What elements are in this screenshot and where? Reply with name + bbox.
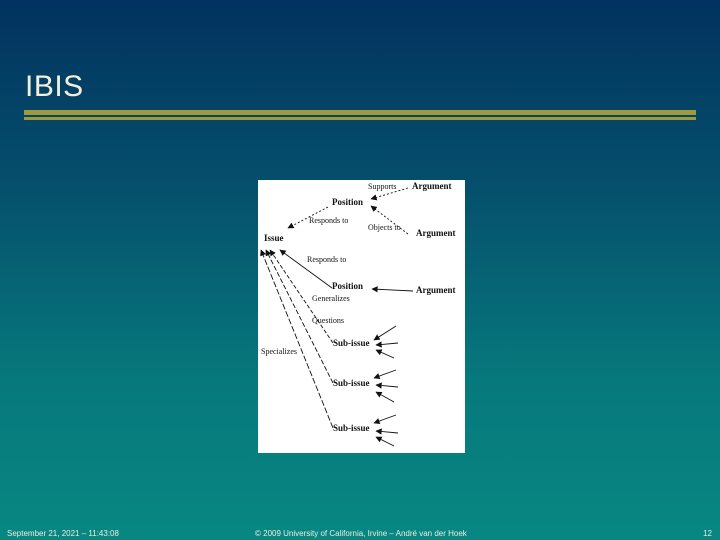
- node-issue: Issue: [264, 233, 284, 243]
- edge-position-argument-line: [372, 289, 413, 291]
- footer-date: September 21, 2021 – 11:43:08: [7, 529, 119, 538]
- subissue-1-arrow-c: [376, 350, 394, 358]
- slide-title: IBIS: [25, 70, 84, 103]
- title-underline: [24, 110, 696, 121]
- edge-label-responds-to-1: Responds to: [309, 216, 349, 225]
- node-subissue-2: Sub-issue: [333, 378, 370, 388]
- ibis-diagram: [258, 180, 465, 453]
- subissue-3-arrow-a: [374, 415, 396, 423]
- title-underline-thick: [24, 110, 696, 115]
- node-position-top: Position: [332, 197, 364, 207]
- title-underline-thin: [24, 117, 696, 120]
- subissue-3-arrow-c: [376, 437, 394, 446]
- subissue-2-arrow-a: [374, 370, 396, 378]
- node-subissue-3: Sub-issue: [333, 423, 370, 433]
- subissue-2-arrow-c: [376, 392, 394, 402]
- node-argument-2: Argument: [416, 228, 456, 238]
- edge-label-questions: Questions: [312, 316, 344, 325]
- edge-label-specializes: Specializes: [261, 347, 297, 356]
- edge-label-responds-to-2: Responds to: [307, 255, 347, 264]
- edge-specializes-line: [261, 250, 333, 428]
- node-position-mid: Position: [332, 281, 364, 291]
- ibis-diagram-svg: [258, 180, 465, 453]
- subissue-3-arrow-b: [376, 431, 398, 433]
- subissue-2-arrow-b: [376, 385, 398, 387]
- subissue-1-arrow-a: [374, 326, 396, 340]
- edge-label-generalizes: Generalizes: [312, 294, 350, 303]
- node-argument-3: Argument: [416, 285, 456, 295]
- edge-label-objects-to: Objects to: [368, 223, 401, 232]
- edge-label-supports: Supports: [368, 182, 397, 191]
- subissue-1-arrow-b: [376, 343, 398, 345]
- footer-page-number: 12: [703, 529, 712, 538]
- node-subissue-1: Sub-issue: [333, 338, 370, 348]
- footer-copyright: © 2009 University of California, Irvine – André van der Hoek: [255, 529, 467, 538]
- node-argument-1: Argument: [412, 181, 452, 191]
